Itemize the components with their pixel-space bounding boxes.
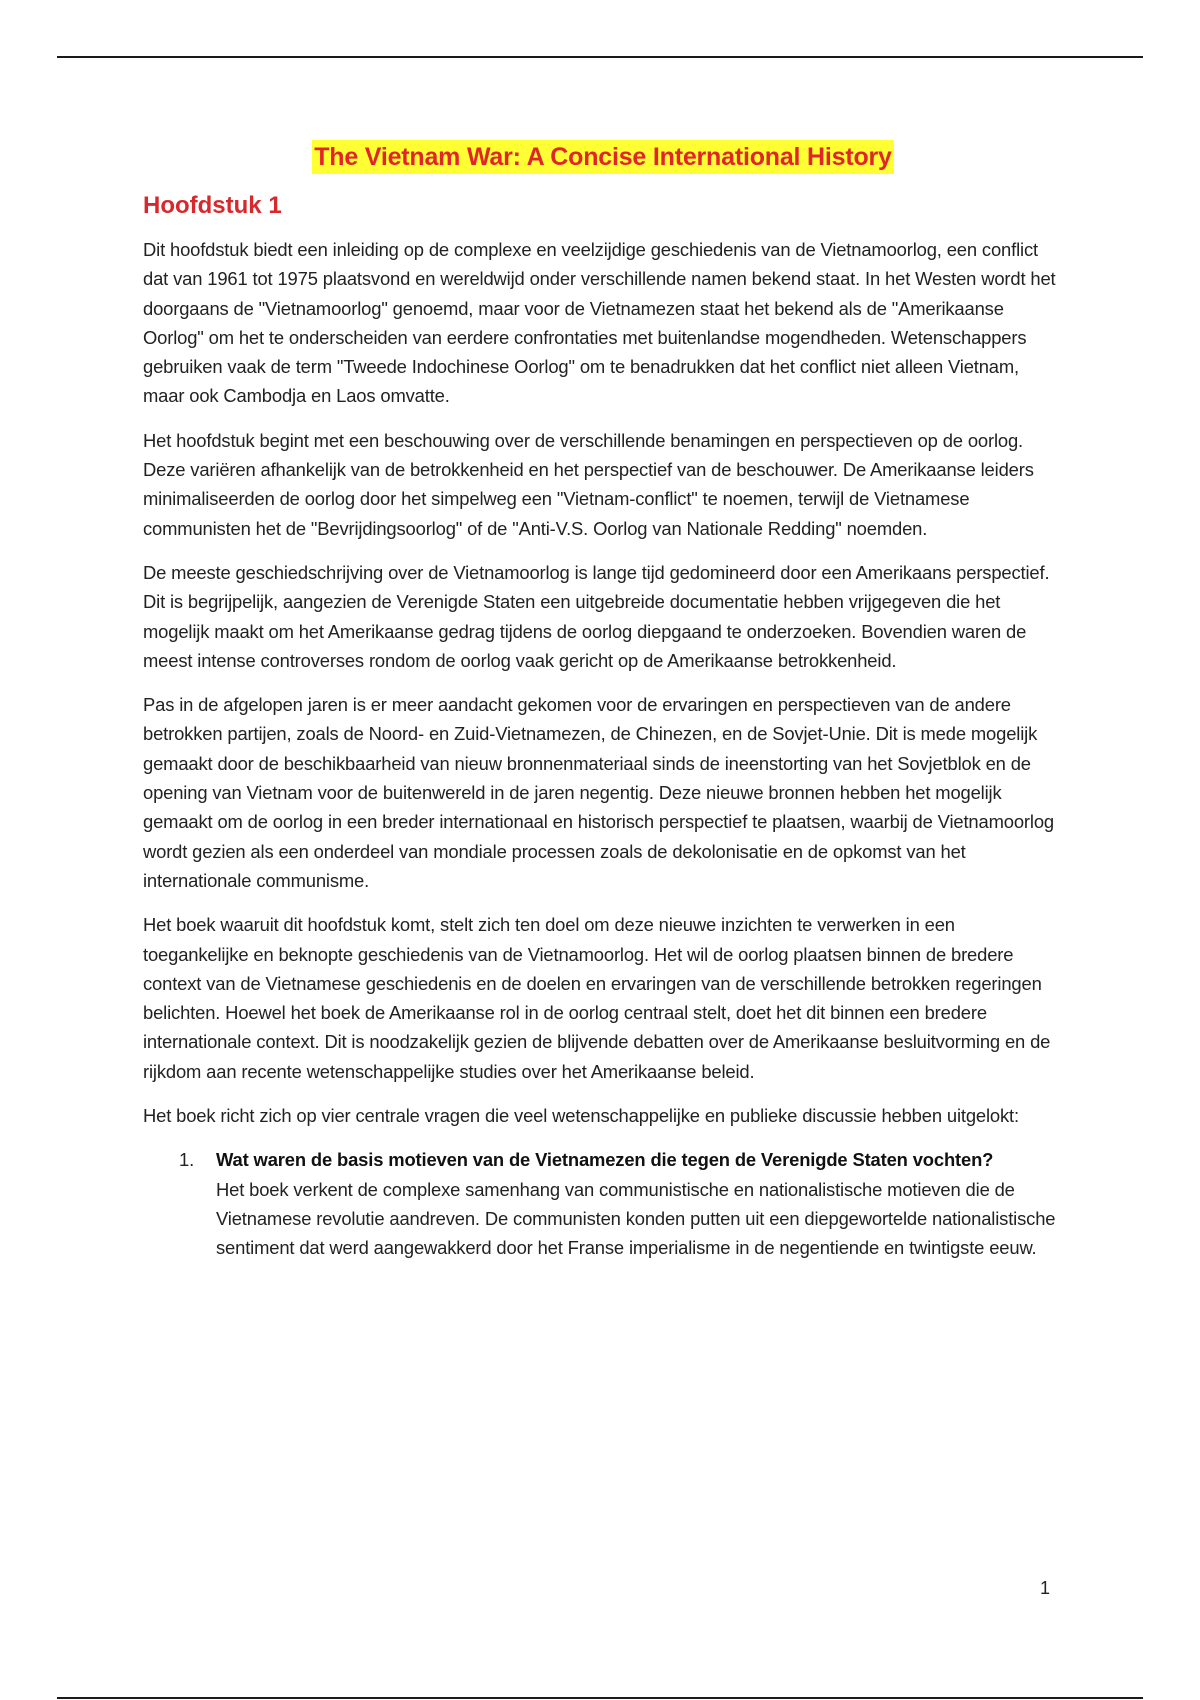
numbered-list bbox=[143, 1145, 1063, 1262]
list-item-text: Het boek verkent de complexe samenhang van communistische en nationalistische motieven die de Vietnamese revolutie aandreven. De communisten konden putten uit een diepgewortelde nationalistische sentiment dat werd aangewakkerd door het Franse imperialisme in de negentiende en twintigste eeuw. bbox=[216, 1178, 1056, 1259]
document-title: The Vietnam War: A Concise International History bbox=[312, 140, 894, 174]
list-item bbox=[143, 1145, 1063, 1262]
paragraph-4: Pas in de afgelopen jaren is er meer aandacht gekomen voor de ervaringen en perspectieven van de andere betrokken partijen, zoals de Noord- en Zuid-Vietnamezen, de Chinezen, en de Sovjet-Unie. Dit is mede mogelijk gemaakt door de beschikbaarheid van nieuw bronnenmateriaal sinds de ineenstorting van het Sovjetblok en de opening van Vietnam voor de buitenwereld in de jaren negentig. Deze nieuwe bronnen hebben het mogelijk gemaakt om de oorlog in een breder internationaal en historisch perspectief te plaatsen, waarbij de Vietnamoorlog wordt gezien als een onderdeel van mondiale processen zoals de dekolonisatie en de opkomst van het internationale communisme. bbox=[143, 694, 1054, 891]
chapter-heading: Hoofdstuk 1 bbox=[143, 192, 282, 219]
page-number: 1 bbox=[1040, 1578, 1051, 1598]
document-page bbox=[143, 140, 1063, 1263]
list-item-number: 1. bbox=[179, 1149, 195, 1171]
list-item-question: Wat waren de basis motieven van de Vietnamezen die tegen de Verenigde Staten vochten? bbox=[216, 1149, 994, 1171]
paragraph-5: Het boek waaruit dit hoofdstuk komt, stelt zich ten doel om deze nieuwe inzichten te verwerken in een toegankelijke en beknopte geschiedenis van de Vietnamoorlog. Het wil de oorlog plaatsen binnen de bredere context van de Vietnamese geschiedenis en de doelen en ervaringen van de verschillende betrokken regeringen belichten. Hoewel het boek de Amerikaanse rol in de oorlog centraal stelt, doet het dit binnen een bredere internationale context. Dit is noodzakelijk gezien de blijvende debatten over de Amerikaanse besluitvorming en de rijkdom aan recente wetenschappelijke studies over het Amerikaanse beleid. bbox=[143, 914, 1051, 1082]
header-rule bbox=[57, 56, 1143, 58]
paragraph-2: Het hoofdstuk begint met een beschouwing over de verschillende benamingen en perspectieven op de oorlog. Deze variëren afhankelijk van de betrokkenheid en het perspectief van de beschouwer. De Amerikaanse leiders minimaliseerden de oorlog door het simpelweg een "Vietnam-conflict" te noemen, terwijl de Vietnamese communisten het de "Bevrijdingsoorlog" of de "Anti-V.S. Oorlog van Nationale Redding" noemden. bbox=[143, 429, 1034, 539]
paragraph-1: Dit hoofdstuk biedt een inleiding op de complexe en veelzijdige geschiedenis van de Vietnamoorlog, een conflict dat van 1961 tot 1975 plaatsvond en wereldwijd onder verschillende namen bekend staat. In het Westen wordt het doorgaans de "Vietnamoorlog" genoemd, maar voor de Vietnamezen staat het bekend als de "Amerikaanse Oorlog" om het te onderscheiden van eerdere confrontaties met buitenlandse mogendheden. Wetenschappers gebruiken vaak de term "Tweede Indochinese Oorlog" om te benadrukken dat het conflict niet alleen Vietnam, maar ook Cambodja en Laos omvatte. bbox=[143, 239, 1056, 407]
paragraph-3: De meeste geschiedschrijving over de Vietnamoorlog is lange tijd gedomineerd door een Amerikaans perspectief. Dit is begrijpelijk, aangezien de Verenigde Staten een uitgebreide documentatie hebben vrijgegeven die het mogelijk maakt om het Amerikaanse gedrag tijdens de oorlog diepgaand te onderzoeken. Bovendien waren de meest intense controverses rondom de oorlog vaak gericht op de Amerikaanse betrokkenheid. bbox=[143, 561, 1050, 671]
footer-rule bbox=[57, 1697, 1143, 1699]
paragraph-6: Het boek richt zich op vier centrale vragen die veel wetenschappelijke en publieke discussie hebben uitgelokt: bbox=[143, 1105, 1019, 1127]
title-container bbox=[143, 140, 1063, 174]
